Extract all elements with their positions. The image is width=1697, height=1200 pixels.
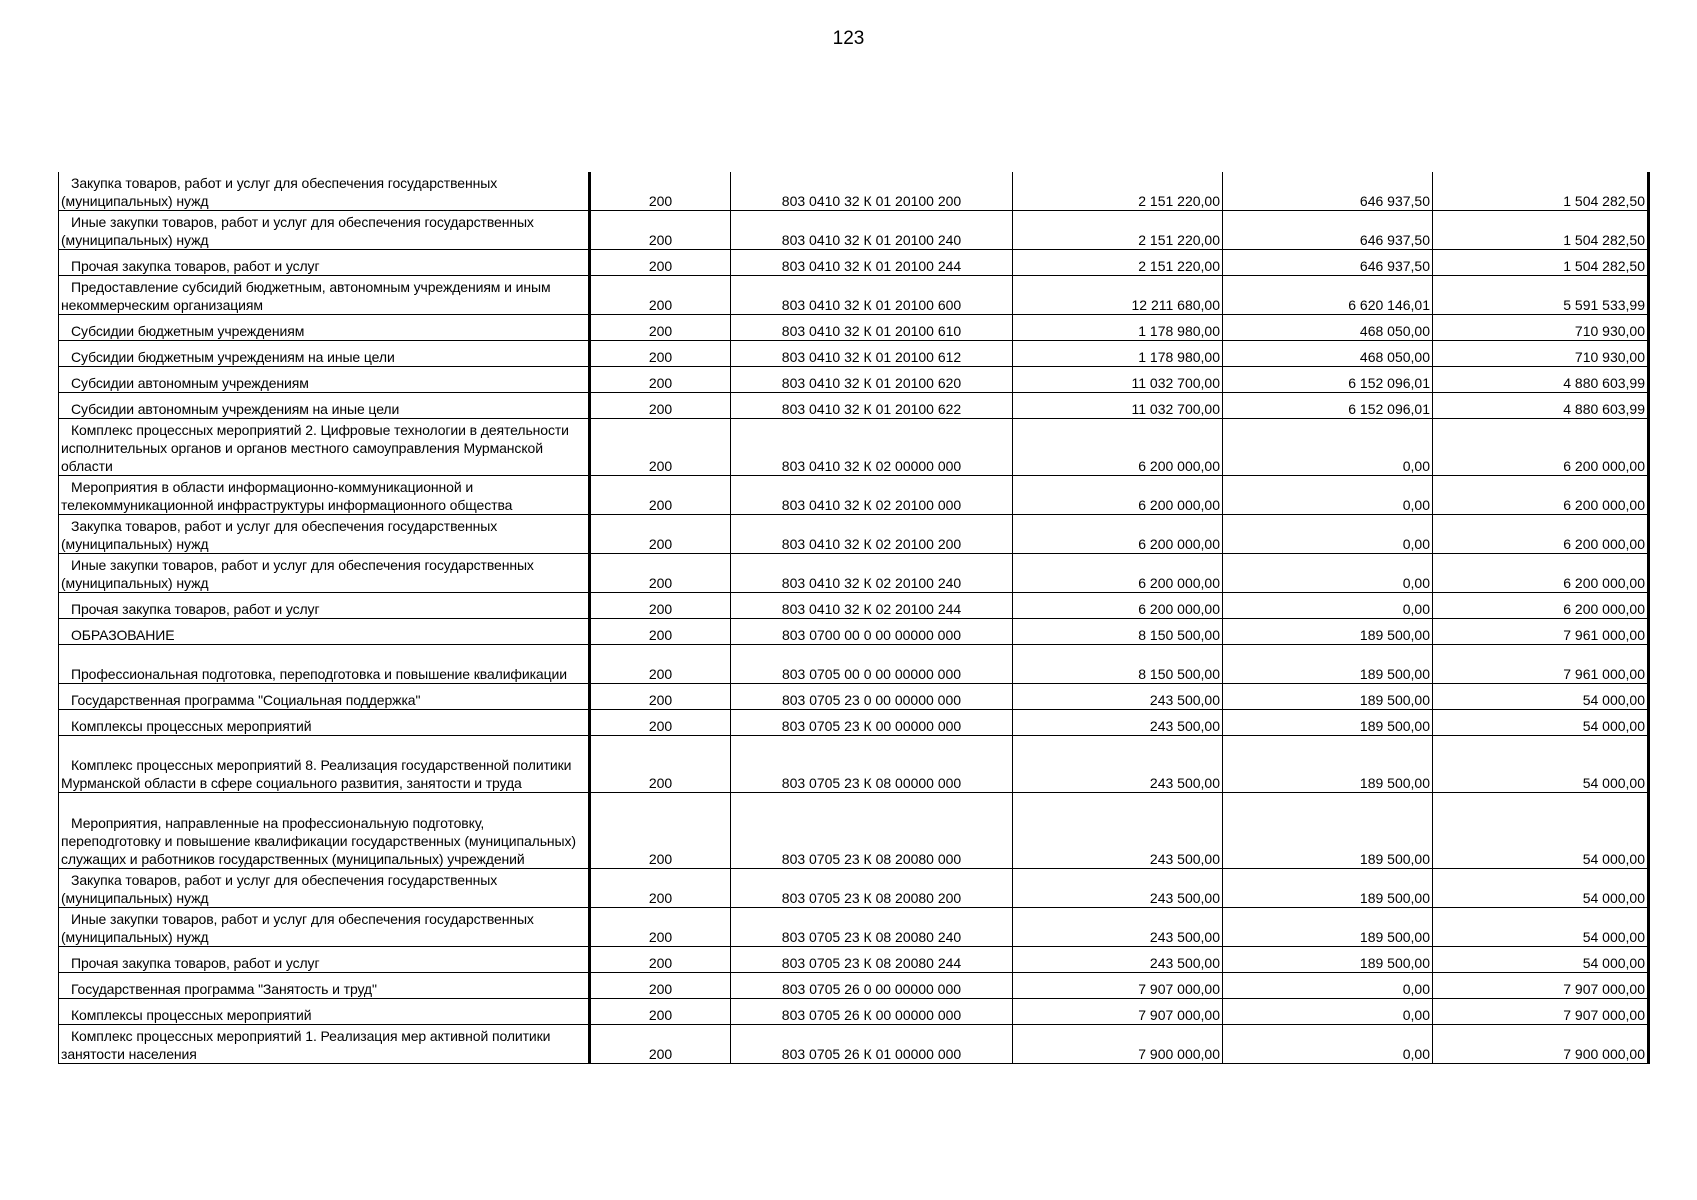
row-budget-code-cell: 803 0410 32 К 02 20100 240 xyxy=(731,554,1013,593)
row-unexecuted-amount-cell: 1 504 282,50 xyxy=(1433,211,1649,250)
row-line-code-cell: 200 xyxy=(590,947,731,973)
row-budget-code-cell: 803 0410 32 К 01 20100 612 xyxy=(731,341,1013,367)
row-executed-amount-cell: 0,00 xyxy=(1223,999,1433,1025)
row-name-cell: Мероприятия, направленные на профессиональную подготовку, переподготовку и повышение квалификации государственных (муниципальных) служащих и работников государственных (муниципальных) учреждений xyxy=(59,793,590,869)
row-line-code-cell: 200 xyxy=(590,869,731,908)
table-body xyxy=(59,172,1649,1064)
row-line-code-cell: 200 xyxy=(590,710,731,736)
row-approved-amount-cell: 1 178 980,00 xyxy=(1013,341,1223,367)
row-approved-amount-cell: 7 907 000,00 xyxy=(1013,999,1223,1025)
row-line-code-cell: 200 xyxy=(590,476,731,515)
row-name-cell: Комплекс процессных мероприятий 2. Цифровые технологии в деятельности исполнительных органов и органов местного самоуправления Мурманской области xyxy=(59,419,590,476)
row-executed-amount-cell: 6 620 146,01 xyxy=(1223,276,1433,315)
table-row xyxy=(59,645,1649,684)
row-line-code-cell: 200 xyxy=(590,419,731,476)
row-executed-amount-cell: 0,00 xyxy=(1223,1025,1433,1064)
row-line-code-cell: 200 xyxy=(590,908,731,947)
row-name-cell: Иные закупки товаров, работ и услуг для обеспечения государственных (муниципальных) нужд xyxy=(59,211,590,250)
row-budget-code-cell: 803 0705 23 К 00 00000 000 xyxy=(731,710,1013,736)
row-executed-amount-cell: 0,00 xyxy=(1223,593,1433,619)
row-name-cell: Прочая закупка товаров, работ и услуг xyxy=(59,593,590,619)
row-name-cell: Предоставление субсидий бюджетным, автономным учреждениям и иным некоммерческим организациям xyxy=(59,276,590,315)
row-executed-amount-cell: 189 500,00 xyxy=(1223,869,1433,908)
row-line-code-cell: 200 xyxy=(590,793,731,869)
table-row xyxy=(59,250,1649,276)
row-budget-code-cell: 803 0705 23 К 08 20080 244 xyxy=(731,947,1013,973)
row-line-code-cell: 200 xyxy=(590,593,731,619)
row-executed-amount-cell: 6 152 096,01 xyxy=(1223,393,1433,419)
row-unexecuted-amount-cell: 1 504 282,50 xyxy=(1433,250,1649,276)
row-executed-amount-cell: 468 050,00 xyxy=(1223,341,1433,367)
table-row xyxy=(59,341,1649,367)
row-line-code-cell: 200 xyxy=(590,973,731,999)
row-budget-code-cell: 803 0410 32 К 02 20100 244 xyxy=(731,593,1013,619)
row-budget-code-cell: 803 0700 00 0 00 00000 000 xyxy=(731,619,1013,645)
row-approved-amount-cell: 7 900 000,00 xyxy=(1013,1025,1223,1064)
row-name-cell: Закупка товаров, работ и услуг для обеспечения государственных (муниципальных) нужд xyxy=(59,515,590,554)
row-unexecuted-amount-cell: 6 200 000,00 xyxy=(1433,554,1649,593)
row-approved-amount-cell: 243 500,00 xyxy=(1013,710,1223,736)
row-budget-code-cell: 803 0705 23 0 00 00000 000 xyxy=(731,684,1013,710)
row-approved-amount-cell: 2 151 220,00 xyxy=(1013,250,1223,276)
row-budget-code-cell: 803 0410 32 К 01 20100 620 xyxy=(731,367,1013,393)
row-unexecuted-amount-cell: 4 880 603,99 xyxy=(1433,367,1649,393)
row-name-cell: Прочая закупка товаров, работ и услуг xyxy=(59,947,590,973)
row-executed-amount-cell: 646 937,50 xyxy=(1223,211,1433,250)
row-approved-amount-cell: 6 200 000,00 xyxy=(1013,593,1223,619)
row-executed-amount-cell: 189 500,00 xyxy=(1223,908,1433,947)
row-unexecuted-amount-cell: 710 930,00 xyxy=(1433,341,1649,367)
row-line-code-cell: 200 xyxy=(590,250,731,276)
row-approved-amount-cell: 6 200 000,00 xyxy=(1013,419,1223,476)
row-name-cell: Комплекс процессных мероприятий 8. Реализация государственной политики Мурманской области в сфере социального развития, занятости и труда xyxy=(59,736,590,793)
row-approved-amount-cell: 243 500,00 xyxy=(1013,793,1223,869)
page-number: 123 xyxy=(832,28,865,49)
table-row xyxy=(59,869,1649,908)
row-name-cell: Закупка товаров, работ и услуг для обеспечения государственных (муниципальных) нужд xyxy=(59,869,590,908)
row-unexecuted-amount-cell: 6 200 000,00 xyxy=(1433,515,1649,554)
row-line-code-cell: 200 xyxy=(590,172,731,211)
row-unexecuted-amount-cell: 6 200 000,00 xyxy=(1433,419,1649,476)
table-row xyxy=(59,276,1649,315)
row-executed-amount-cell: 0,00 xyxy=(1223,973,1433,999)
row-budget-code-cell: 803 0705 23 К 08 00000 000 xyxy=(731,736,1013,793)
row-name-cell: Мероприятия в области информационно-коммуникационной и телекоммуникационной инфраструктуры информационного общества xyxy=(59,476,590,515)
row-executed-amount-cell: 189 500,00 xyxy=(1223,684,1433,710)
row-line-code-cell: 200 xyxy=(590,684,731,710)
table-row xyxy=(59,999,1649,1025)
table-row xyxy=(59,1025,1649,1064)
row-line-code-cell: 200 xyxy=(590,341,731,367)
row-name-cell: Иные закупки товаров, работ и услуг для обеспечения государственных (муниципальных) нужд xyxy=(59,554,590,593)
row-executed-amount-cell: 646 937,50 xyxy=(1223,172,1433,211)
table-row xyxy=(59,908,1649,947)
table-row xyxy=(59,515,1649,554)
row-executed-amount-cell: 468 050,00 xyxy=(1223,315,1433,341)
row-approved-amount-cell: 243 500,00 xyxy=(1013,736,1223,793)
row-executed-amount-cell: 0,00 xyxy=(1223,554,1433,593)
table-row xyxy=(59,172,1649,211)
row-unexecuted-amount-cell: 710 930,00 xyxy=(1433,315,1649,341)
row-budget-code-cell: 803 0705 26 0 00 00000 000 xyxy=(731,973,1013,999)
row-unexecuted-amount-cell: 4 880 603,99 xyxy=(1433,393,1649,419)
row-approved-amount-cell: 8 150 500,00 xyxy=(1013,645,1223,684)
row-budget-code-cell: 803 0410 32 К 01 20100 244 xyxy=(731,250,1013,276)
row-approved-amount-cell: 2 151 220,00 xyxy=(1013,211,1223,250)
row-executed-amount-cell: 189 500,00 xyxy=(1223,619,1433,645)
row-name-cell: ОБРАЗОВАНИЕ xyxy=(59,619,590,645)
row-name-cell: Субсидии бюджетным учреждениям xyxy=(59,315,590,341)
row-executed-amount-cell: 646 937,50 xyxy=(1223,250,1433,276)
row-executed-amount-cell: 6 152 096,01 xyxy=(1223,367,1433,393)
row-budget-code-cell: 803 0705 23 К 08 20080 000 xyxy=(731,793,1013,869)
row-executed-amount-cell: 189 500,00 xyxy=(1223,736,1433,793)
row-unexecuted-amount-cell: 54 000,00 xyxy=(1433,736,1649,793)
row-approved-amount-cell: 2 151 220,00 xyxy=(1013,172,1223,211)
row-name-cell: Закупка товаров, работ и услуг для обеспечения государственных (муниципальных) нужд xyxy=(59,172,590,211)
row-approved-amount-cell: 8 150 500,00 xyxy=(1013,619,1223,645)
row-budget-code-cell: 803 0410 32 К 01 20100 622 xyxy=(731,393,1013,419)
table-row xyxy=(59,710,1649,736)
row-approved-amount-cell: 7 907 000,00 xyxy=(1013,973,1223,999)
row-unexecuted-amount-cell: 6 200 000,00 xyxy=(1433,476,1649,515)
row-name-cell: Субсидии автономным учреждениям на иные цели xyxy=(59,393,590,419)
table-row xyxy=(59,593,1649,619)
row-approved-amount-cell: 243 500,00 xyxy=(1013,947,1223,973)
row-approved-amount-cell: 243 500,00 xyxy=(1013,908,1223,947)
row-budget-code-cell: 803 0410 32 К 02 20100 200 xyxy=(731,515,1013,554)
row-name-cell: Прочая закупка товаров, работ и услуг xyxy=(59,250,590,276)
row-executed-amount-cell: 189 500,00 xyxy=(1223,710,1433,736)
row-name-cell: Субсидии автономным учреждениям xyxy=(59,367,590,393)
table-row xyxy=(59,793,1649,869)
table-row xyxy=(59,947,1649,973)
table-row xyxy=(59,393,1649,419)
row-name-cell: Иные закупки товаров, работ и услуг для обеспечения государственных (муниципальных) нужд xyxy=(59,908,590,947)
table-row xyxy=(59,367,1649,393)
row-name-cell: Государственная программа "Занятость и труд" xyxy=(59,973,590,999)
row-name-cell: Комплексы процессных мероприятий xyxy=(59,999,590,1025)
row-approved-amount-cell: 11 032 700,00 xyxy=(1013,393,1223,419)
row-line-code-cell: 200 xyxy=(590,1025,731,1064)
row-approved-amount-cell: 1 178 980,00 xyxy=(1013,315,1223,341)
row-name-cell: Государственная программа "Социальная поддержка" xyxy=(59,684,590,710)
row-name-cell: Комплекс процессных мероприятий 1. Реализация мер активной политики занятости населения xyxy=(59,1025,590,1064)
row-approved-amount-cell: 6 200 000,00 xyxy=(1013,476,1223,515)
table-row xyxy=(59,684,1649,710)
row-unexecuted-amount-cell: 54 000,00 xyxy=(1433,793,1649,869)
row-line-code-cell: 200 xyxy=(590,276,731,315)
table-row xyxy=(59,211,1649,250)
row-budget-code-cell: 803 0705 23 К 08 20080 200 xyxy=(731,869,1013,908)
row-executed-amount-cell: 189 500,00 xyxy=(1223,947,1433,973)
budget-execution-table xyxy=(58,172,1650,1064)
row-executed-amount-cell: 0,00 xyxy=(1223,476,1433,515)
row-approved-amount-cell: 6 200 000,00 xyxy=(1013,515,1223,554)
row-unexecuted-amount-cell: 54 000,00 xyxy=(1433,947,1649,973)
row-unexecuted-amount-cell: 7 961 000,00 xyxy=(1433,619,1649,645)
row-line-code-cell: 200 xyxy=(590,393,731,419)
row-unexecuted-amount-cell: 1 504 282,50 xyxy=(1433,172,1649,211)
row-unexecuted-amount-cell: 54 000,00 xyxy=(1433,908,1649,947)
row-approved-amount-cell: 243 500,00 xyxy=(1013,684,1223,710)
row-executed-amount-cell: 0,00 xyxy=(1223,419,1433,476)
row-unexecuted-amount-cell: 7 900 000,00 xyxy=(1433,1025,1649,1064)
row-line-code-cell: 200 xyxy=(590,736,731,793)
row-budget-code-cell: 803 0410 32 К 01 20100 200 xyxy=(731,172,1013,211)
row-line-code-cell: 200 xyxy=(590,619,731,645)
row-unexecuted-amount-cell: 7 961 000,00 xyxy=(1433,645,1649,684)
table-row xyxy=(59,476,1649,515)
row-line-code-cell: 200 xyxy=(590,367,731,393)
row-budget-code-cell: 803 0410 32 К 01 20100 240 xyxy=(731,211,1013,250)
row-budget-code-cell: 803 0705 26 К 00 00000 000 xyxy=(731,999,1013,1025)
row-name-cell: Субсидии бюджетным учреждениям на иные цели xyxy=(59,341,590,367)
row-budget-code-cell: 803 0705 23 К 08 20080 240 xyxy=(731,908,1013,947)
row-executed-amount-cell: 189 500,00 xyxy=(1223,645,1433,684)
row-unexecuted-amount-cell: 6 200 000,00 xyxy=(1433,593,1649,619)
table-row xyxy=(59,315,1649,341)
row-unexecuted-amount-cell: 54 000,00 xyxy=(1433,710,1649,736)
row-budget-code-cell: 803 0410 32 К 02 20100 000 xyxy=(731,476,1013,515)
row-unexecuted-amount-cell: 7 907 000,00 xyxy=(1433,973,1649,999)
table-row xyxy=(59,619,1649,645)
row-budget-code-cell: 803 0705 00 0 00 00000 000 xyxy=(731,645,1013,684)
row-line-code-cell: 200 xyxy=(590,999,731,1025)
row-approved-amount-cell: 11 032 700,00 xyxy=(1013,367,1223,393)
row-approved-amount-cell: 6 200 000,00 xyxy=(1013,554,1223,593)
row-approved-amount-cell: 243 500,00 xyxy=(1013,869,1223,908)
table-row xyxy=(59,973,1649,999)
row-unexecuted-amount-cell: 54 000,00 xyxy=(1433,869,1649,908)
row-budget-code-cell: 803 0705 26 К 01 00000 000 xyxy=(731,1025,1013,1064)
table-row xyxy=(59,736,1649,793)
row-line-code-cell: 200 xyxy=(590,315,731,341)
row-approved-amount-cell: 12 211 680,00 xyxy=(1013,276,1223,315)
row-unexecuted-amount-cell: 54 000,00 xyxy=(1433,684,1649,710)
table-row xyxy=(59,554,1649,593)
row-line-code-cell: 200 xyxy=(590,211,731,250)
row-line-code-cell: 200 xyxy=(590,515,731,554)
row-name-cell: Профессиональная подготовка, переподготовка и повышение квалификации xyxy=(59,645,590,684)
row-unexecuted-amount-cell: 5 591 533,99 xyxy=(1433,276,1649,315)
table-row xyxy=(59,419,1649,476)
row-name-cell: Комплексы процессных мероприятий xyxy=(59,710,590,736)
row-budget-code-cell: 803 0410 32 К 02 00000 000 xyxy=(731,419,1013,476)
row-executed-amount-cell: 0,00 xyxy=(1223,515,1433,554)
row-unexecuted-amount-cell: 7 907 000,00 xyxy=(1433,999,1649,1025)
row-executed-amount-cell: 189 500,00 xyxy=(1223,793,1433,869)
row-budget-code-cell: 803 0410 32 К 01 20100 610 xyxy=(731,315,1013,341)
row-line-code-cell: 200 xyxy=(590,554,731,593)
row-budget-code-cell: 803 0410 32 К 01 20100 600 xyxy=(731,276,1013,315)
row-line-code-cell: 200 xyxy=(590,645,731,684)
